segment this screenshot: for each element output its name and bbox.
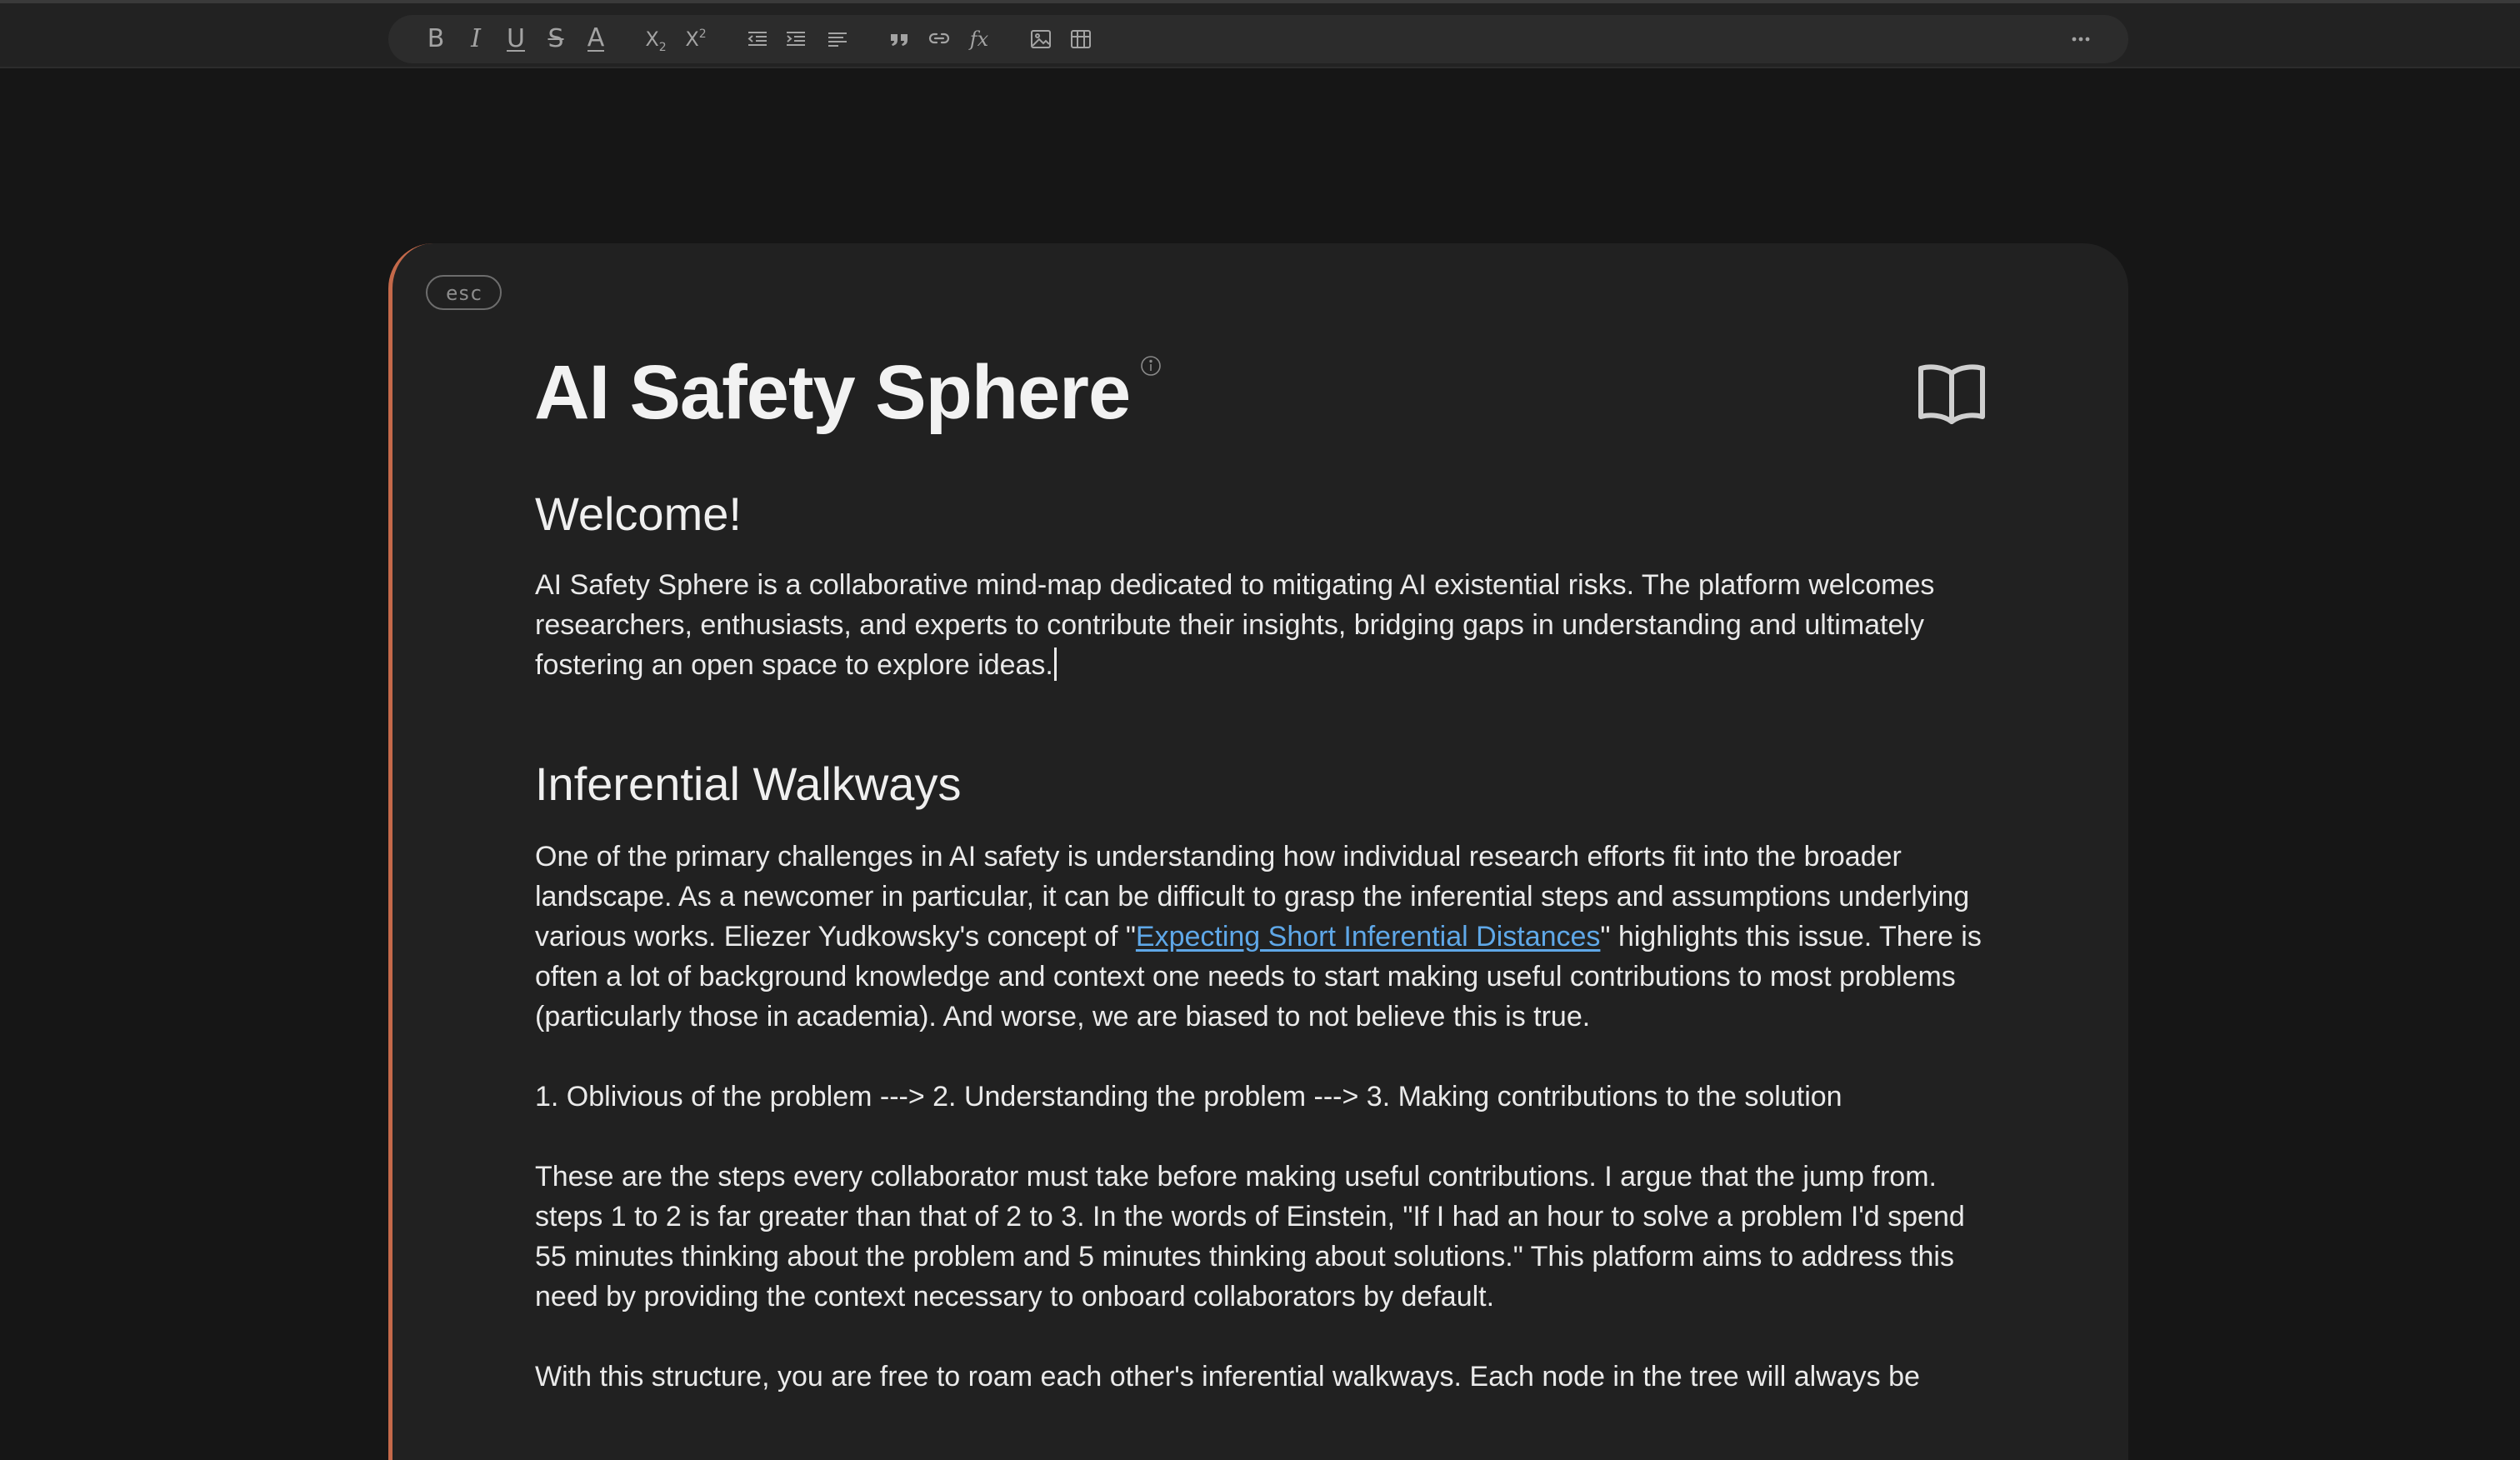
indent-icon [783, 27, 808, 52]
text-color-button[interactable] [578, 22, 613, 57]
book-icon[interactable] [1917, 362, 1987, 425]
align-left-icon [825, 27, 850, 52]
superscript-button[interactable] [678, 22, 713, 57]
bold-icon: B [427, 24, 445, 53]
link-icon [927, 27, 952, 52]
link-button[interactable] [922, 22, 957, 57]
walkways-paragraph-2: These are the steps every collaborator must take before making useful contributions. I argue that the jump from. steps 1 to 2 is far greater than that of 2 to 3. In the words of Einstein, "If I had an hour to solve a problem I'd spend 55 minutes thinking about the problem and 5 minutes thinking about solutions." This platform aims to address this need by providing the context necessary to onboard collaborators by default. [535, 1161, 1965, 1312]
more-options-button[interactable] [2063, 22, 2098, 57]
document-card [388, 243, 2128, 1460]
walkways-paragraph-1: One of the primary challenges in AI safety is understanding how individual research efforts fit into the broader landscape. As a newcomer in particular, it can be difficult to grasp the inferential steps and assumptions underlying various works. Eliezer Yudkowsky's concept of "Expecting Short Inferential Distances" highlights this issue. There is often a lot of background knowledge and context one needs to start making useful contributions to most problems (particularly those in academia). And worse, we are biased to not believe this is true. [535, 841, 1982, 1032]
editor-toolbar-bar [0, 0, 2520, 68]
title-row [534, 347, 1162, 438]
insert-table-button[interactable] [1063, 22, 1098, 57]
insert-image-button[interactable] [1023, 22, 1058, 57]
text-cursor [1054, 648, 1057, 681]
esc-button[interactable]: esc [426, 275, 502, 310]
formatting-toolbar [388, 15, 2128, 63]
text-color-icon: A [587, 23, 605, 52]
underline-button[interactable] [498, 22, 533, 57]
superscript-icon: $X^2$ [685, 28, 707, 51]
quote-icon [887, 27, 912, 52]
table-icon [1068, 27, 1093, 52]
align-left-button[interactable] [820, 22, 855, 57]
italic-icon: I [471, 24, 481, 53]
subscript-button[interactable] [638, 22, 673, 57]
walkways-steps: 1. Oblivious of the problem ---> 2. Understanding the problem ---> 3. Making contributions to the solution [535, 1081, 1842, 1112]
page-title[interactable]: AI Safety Sphere [534, 350, 1131, 435]
indent-button[interactable] [778, 22, 813, 57]
underline-icon: U [507, 24, 525, 53]
walkways-paragraph-3: With this structure, you are free to roam each other's inferential walkways. Each node in the tree will always be [535, 1361, 1920, 1392]
expecting-short-inferential-distances-link[interactable]: Expecting Short Inferential Distances [1135, 921, 1601, 952]
bold-button[interactable] [418, 22, 453, 57]
italic-button[interactable] [458, 22, 493, 57]
outdent-button[interactable] [740, 22, 775, 57]
info-icon[interactable] [1140, 355, 1162, 377]
more-horizontal-icon [2068, 27, 2093, 52]
formula-button[interactable] [962, 22, 997, 57]
formula-icon: fx [969, 28, 989, 51]
outdent-icon [745, 27, 770, 52]
image-icon [1028, 27, 1053, 52]
strikethrough-icon: S [548, 24, 564, 53]
welcome-heading: Welcome! [535, 488, 742, 540]
strikethrough-button[interactable] [538, 22, 573, 57]
blockquote-button[interactable] [882, 22, 917, 57]
walkways-heading: Inferential Walkways [535, 758, 962, 810]
subscript-icon: $X_2$ [645, 28, 667, 54]
welcome-paragraph: AI Safety Sphere is a collaborative mind-map dedicated to mitigating AI existential risks. The platform welcomes researchers, enthusiasts, and experts to contribute their insights, bridging gaps in understanding and ultimately fostering an open space to explore ideas. [535, 569, 1935, 681]
document-body[interactable] [535, 485, 2002, 1397]
